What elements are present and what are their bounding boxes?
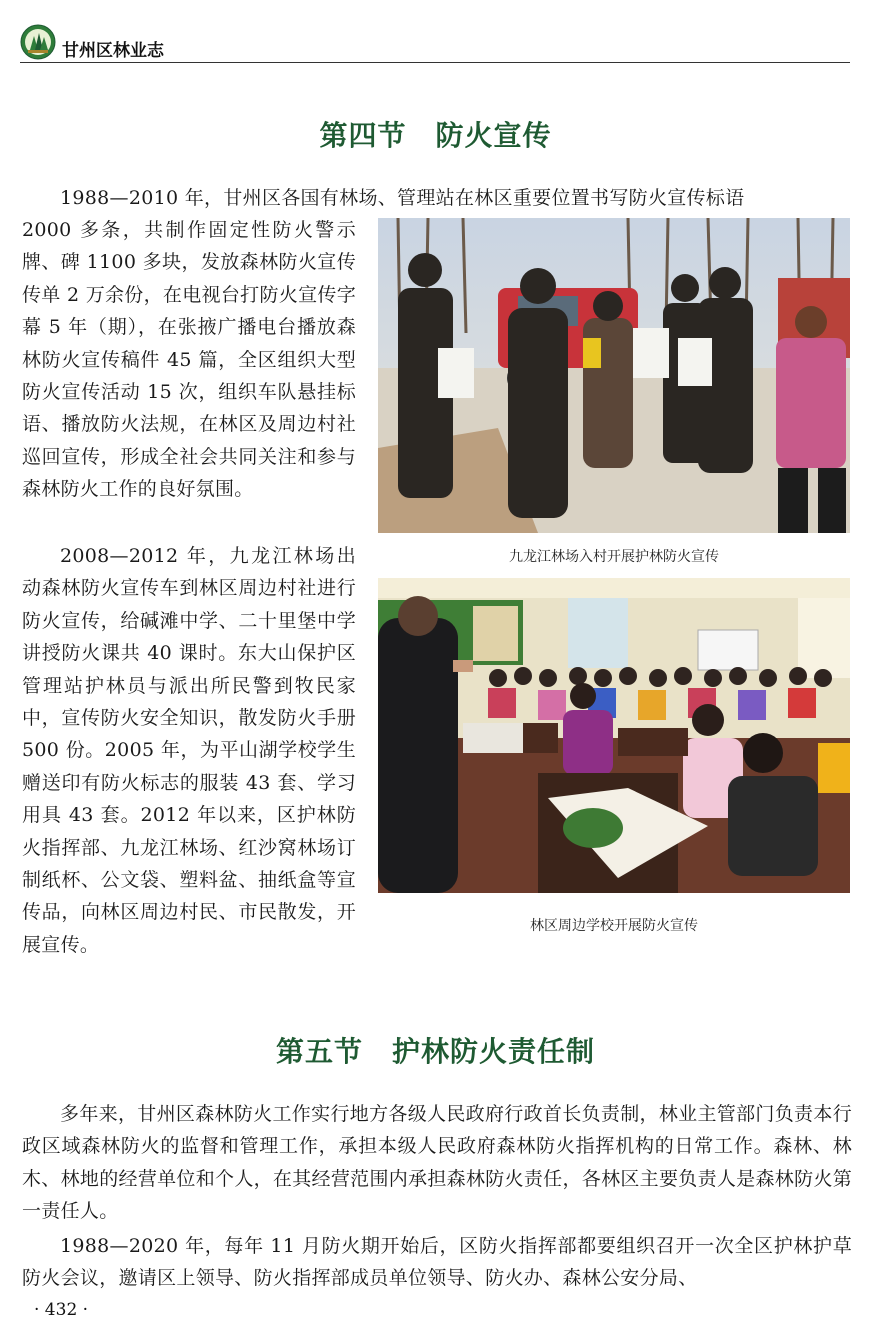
book-title: 甘州区林业志 bbox=[62, 41, 164, 61]
section-4-paragraph-1: 2000 多条，共制作固定性防火警示牌、碑 1100 多块，发放森林防火宣传传单 2 万余份，在电视台打防火宣传字幕 5 年（期），在张掖广播电台播放森林防火宣传稿件 45 篇，全区组织大型防火宣传活动 15 次，组织车队悬挂标语、播放防火法规，在林区及周边村社巡回宣传，形成全社会共同关注和参与森林防火工作的良好氛围。 bbox=[22, 219, 356, 501]
section-4-paragraph-1-first-line: 1988—2010 年，甘州区各国有林场、管理站在林区重要位置书写防火宣传标语 bbox=[60, 187, 745, 209]
section-5-title: 第五节 护林防火责任制 bbox=[275, 1035, 595, 1068]
page-number: · 432 · bbox=[34, 1300, 89, 1320]
photo-2-caption: 林区周边学校开展防火宣传 bbox=[530, 918, 698, 934]
header-divider bbox=[20, 62, 850, 63]
running-header bbox=[20, 24, 850, 64]
section-5-paragraph-1: 多年来，甘州区森林防火工作实行地方各级人民政府行政首长负责制，林业主管部门负责本行政区域森林防火的监督和管理工作，承担本级人民政府森林防火指挥机构的日常工作。森林、林木、林地的经营单位和个人，在其经营范围内承担森林防火责任，各林区主要负责人是森林防火第一责任人。 bbox=[22, 1103, 852, 1223]
section-5-paragraph-2: 1988—2020 年，每年 11 月防火期开始后，区防火指挥部都要组织召开一次全区护林护草防火会议，邀请区上领导、防火指挥部成员单位领导、防火办、森林公安分局、 bbox=[22, 1235, 852, 1290]
forest-trees-logo-icon bbox=[20, 24, 56, 60]
village-fire-prevention-photo bbox=[378, 218, 850, 533]
section-4-paragraph-2: 2008—2012 年，九龙江林场出动森林防火宣传车到林区周边村社进行防火宣传，给碱滩中学、二十里堡中学讲授防火课共 40 课时。东大山保护区管理站护林员与派出所民警到牧民家中，宣传防火安全知识，散发防火手册 500 份。2005 年，为平山湖学校学生赠送印有防火标志的服装 43 套、学习用具 43 套。2012 年以来，区护林防火指挥部、九龙江林场、红沙窝林场订制纸杯、公文袋、塑料盆、抽纸盒等宣传品，向林区周边村民、市民散发，开展宣传。 bbox=[22, 545, 356, 956]
section-4-title: 第四节 防火宣传 bbox=[319, 119, 552, 152]
photo-1-caption: 九龙江林场入村开展护林防火宣传 bbox=[509, 549, 719, 565]
school-fire-prevention-photo bbox=[378, 578, 850, 893]
